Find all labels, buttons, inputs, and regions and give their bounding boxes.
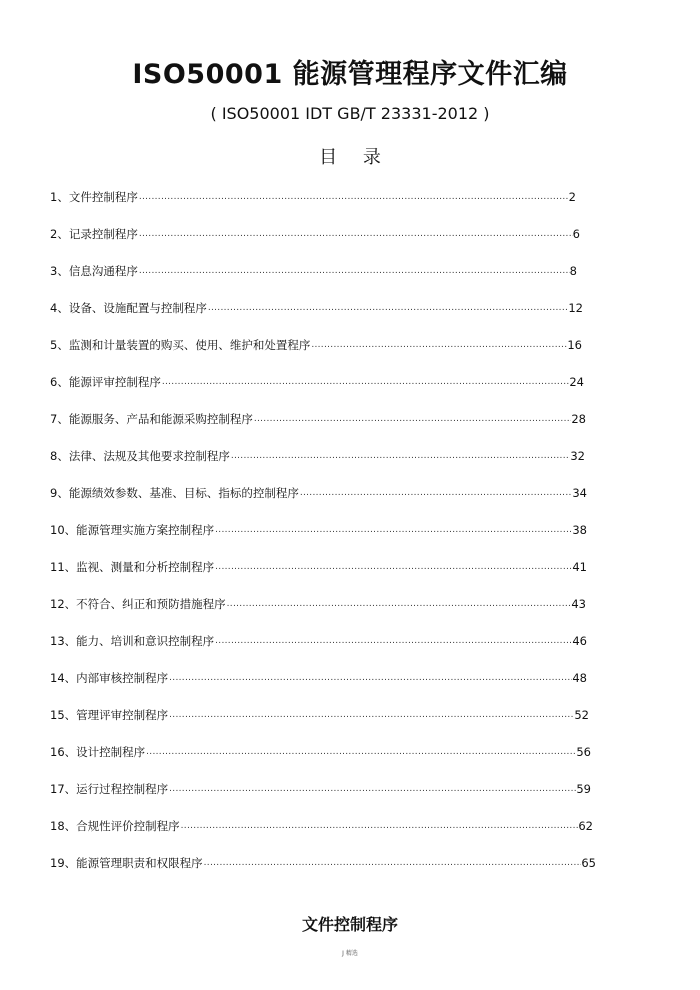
page-footer: J 精选 bbox=[342, 950, 358, 957]
toc-entry-label: 10、能源管理实施方案控制程序 bbox=[50, 522, 215, 537]
toc-entry-label: 13、能力、培训和意识控制程序 bbox=[50, 633, 215, 648]
toc-entry[interactable] bbox=[50, 659, 587, 696]
toc-entry[interactable] bbox=[50, 252, 577, 289]
toc-dot-leader bbox=[168, 784, 576, 794]
toc-dot-leader bbox=[207, 303, 569, 313]
toc-entry[interactable] bbox=[50, 770, 591, 807]
toc-entry-label: 1、文件控制程序 bbox=[50, 189, 138, 204]
toc-entry-label: 15、管理评审控制程序 bbox=[50, 707, 169, 722]
toc-entry[interactable] bbox=[50, 585, 586, 622]
toc-dot-leader bbox=[138, 266, 570, 276]
toc-entry-label: 14、内部审核控制程序 bbox=[50, 670, 169, 685]
toc-dot-leader bbox=[138, 229, 573, 239]
table-of-contents bbox=[50, 178, 596, 881]
toc-entry-label: 11、监视、测量和分析控制程序 bbox=[50, 559, 215, 574]
toc-dot-leader bbox=[168, 673, 572, 683]
toc-entry-page: 2 bbox=[568, 189, 576, 204]
toc-entry[interactable] bbox=[50, 178, 576, 215]
toc-entry-page: 16 bbox=[567, 337, 582, 352]
toc-entry-label: 8、法律、法规及其他要求控制程序 bbox=[50, 448, 230, 463]
toc-entry-page: 32 bbox=[570, 448, 585, 463]
toc-entry-label: 4、设备、设施配置与控制程序 bbox=[50, 300, 207, 315]
toc-entry-page: 43 bbox=[571, 596, 586, 611]
toc-entry-page: 24 bbox=[569, 374, 584, 389]
toc-entry[interactable] bbox=[50, 215, 580, 252]
toc-entry-label: 16、设计控制程序 bbox=[50, 744, 146, 759]
toc-entry-label: 18、合规性评价控制程序 bbox=[50, 818, 180, 833]
toc-entry-page: 38 bbox=[572, 522, 587, 537]
toc-entry[interactable] bbox=[50, 326, 582, 363]
toc-dot-leader bbox=[310, 340, 567, 350]
toc-dot-leader bbox=[161, 377, 570, 387]
toc-entry-label: 12、不符合、纠正和预防措施程序 bbox=[50, 596, 226, 611]
toc-entry-page: 59 bbox=[576, 781, 591, 796]
toc-entry[interactable] bbox=[50, 474, 587, 511]
toc-entry[interactable] bbox=[50, 548, 587, 585]
toc-entry-label: 19、能源管理职责和权限程序 bbox=[50, 855, 203, 870]
toc-entry-label: 17、运行过程控制程序 bbox=[50, 781, 169, 796]
toc-entry-label: 3、信息沟通程序 bbox=[50, 263, 138, 278]
toc-entry[interactable] bbox=[50, 622, 587, 659]
toc-entry[interactable] bbox=[50, 733, 591, 770]
toc-entry-page: 48 bbox=[572, 670, 587, 685]
toc-dot-leader bbox=[226, 599, 572, 609]
document-title: ISO50001 能源管理程序文件汇编 bbox=[132, 59, 568, 90]
toc-entry-label: 6、能源评审控制程序 bbox=[50, 374, 161, 389]
toc-dot-leader bbox=[253, 414, 572, 424]
toc-dot-leader bbox=[145, 747, 576, 757]
toc-entry-page: 41 bbox=[572, 559, 587, 574]
toc-entry[interactable] bbox=[50, 437, 585, 474]
toc-entry-label: 5、监测和计量装置的购买、使用、维护和处置程序 bbox=[50, 337, 311, 352]
toc-dot-leader bbox=[203, 858, 582, 868]
toc-entry-page: 62 bbox=[578, 818, 593, 833]
toc-heading: 目 录 bbox=[319, 147, 391, 168]
toc-dot-leader bbox=[168, 710, 574, 720]
toc-entry-page: 28 bbox=[571, 411, 586, 426]
toc-entry-page: 56 bbox=[576, 744, 591, 759]
toc-entry-page: 65 bbox=[581, 855, 596, 870]
toc-dot-leader bbox=[214, 525, 572, 535]
toc-dot-leader bbox=[180, 821, 579, 831]
toc-dot-leader bbox=[138, 192, 569, 202]
document-subtitle: ( ISO50001 IDT GB/T 23331-2012 ) bbox=[210, 104, 490, 123]
toc-entry-label: 2、记录控制程序 bbox=[50, 226, 138, 241]
toc-entry[interactable] bbox=[50, 844, 596, 881]
toc-dot-leader bbox=[230, 451, 571, 461]
toc-entry-page: 34 bbox=[572, 485, 587, 500]
toc-entry-page: 6 bbox=[572, 226, 580, 241]
toc-dot-leader bbox=[299, 488, 573, 498]
toc-entry[interactable] bbox=[50, 400, 586, 437]
toc-entry[interactable] bbox=[50, 807, 593, 844]
toc-entry[interactable] bbox=[50, 289, 583, 326]
toc-entry-page: 46 bbox=[572, 633, 587, 648]
toc-entry-page: 12 bbox=[568, 300, 583, 315]
toc-entry-page: 8 bbox=[569, 263, 577, 278]
section-title: 文件控制程序 bbox=[301, 915, 398, 934]
toc-entry[interactable] bbox=[50, 696, 589, 733]
toc-entry-page: 52 bbox=[574, 707, 589, 722]
toc-entry-label: 9、能源绩效参数、基准、目标、指标的控制程序 bbox=[50, 485, 299, 500]
toc-dot-leader bbox=[214, 636, 572, 646]
toc-entry[interactable] bbox=[50, 511, 587, 548]
toc-dot-leader bbox=[214, 562, 572, 572]
toc-entry-label: 7、能源服务、产品和能源采购控制程序 bbox=[50, 411, 253, 426]
toc-entry[interactable] bbox=[50, 363, 584, 400]
